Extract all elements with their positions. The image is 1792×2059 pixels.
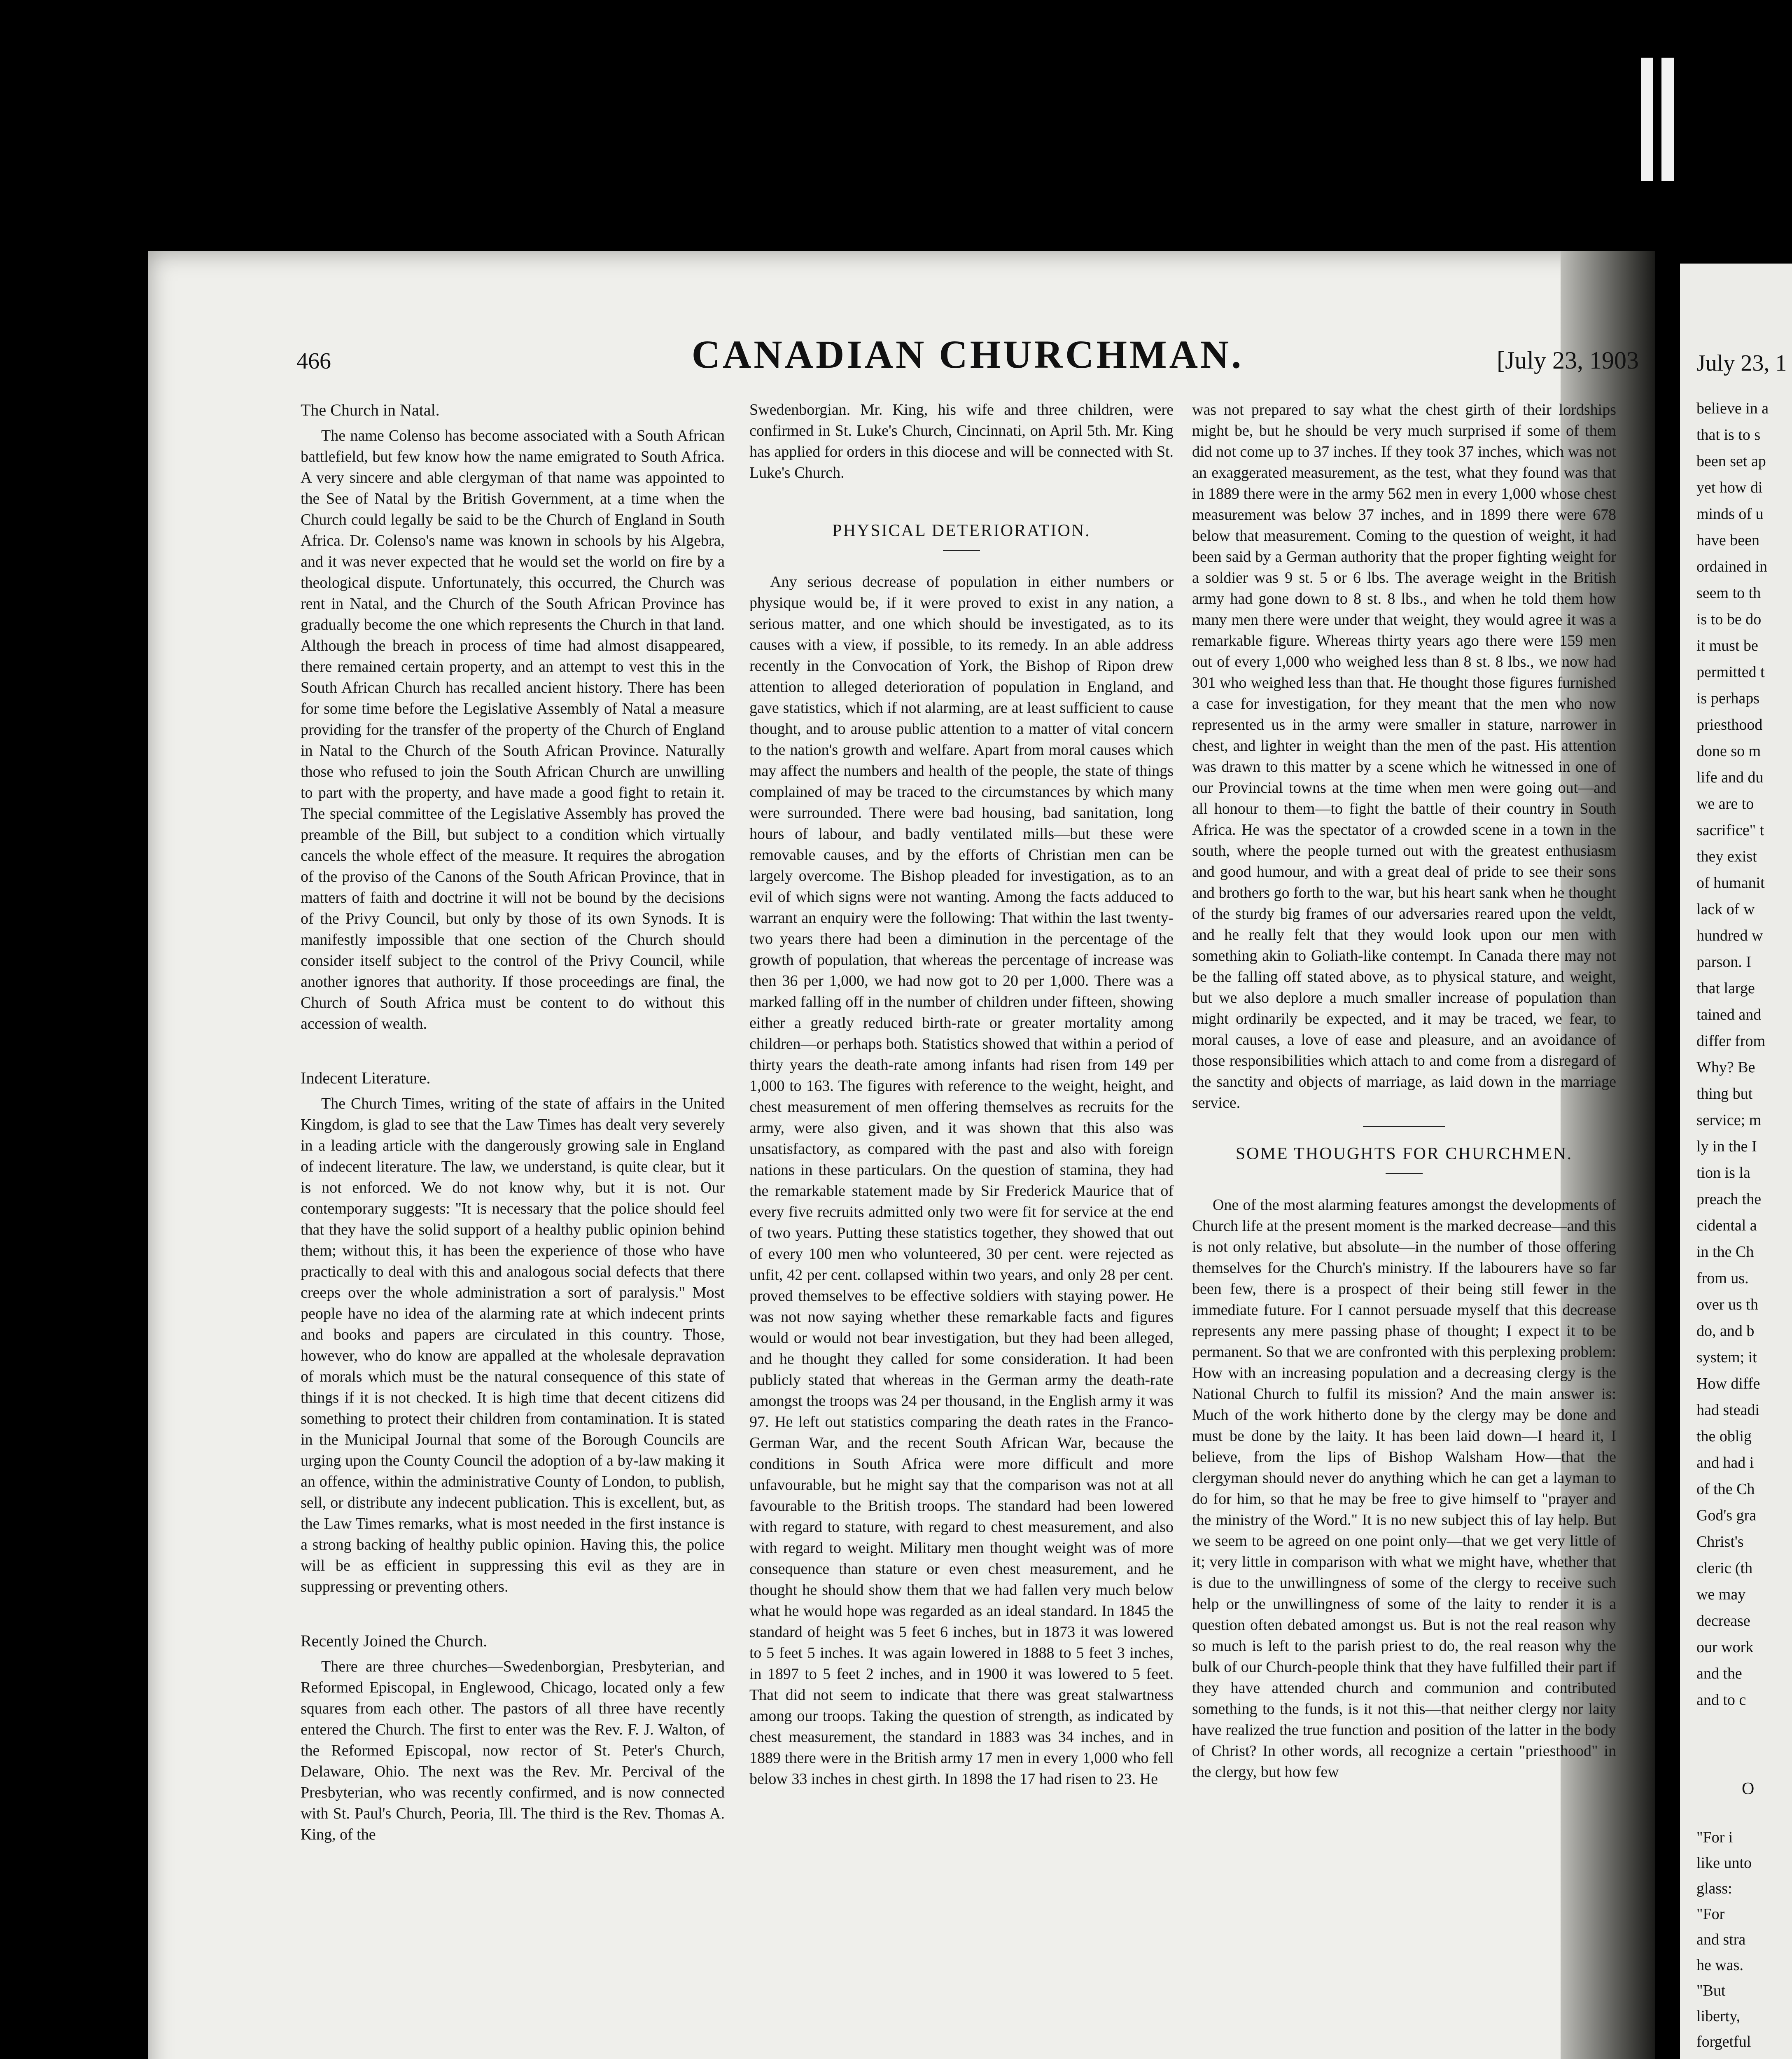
next-page-line: that is to s	[1696, 426, 1761, 444]
article-paragraph: There are three churches—Swedenborgian, Presbyterian, and Reformed Episcopal, in Englewood, Chicago, located only a few squares from each other. The pastors of all three have recently entered the Church. The first to enter was the Rev. F. J. Walton, of the Reformed Episcopal, now rector of St. Peter's Church, Delaware, Ohio. The next was the Rev. Mr. Percival of the Presbyterian, who was recently confirmed, and is now connected with St. Paul's Church, Peoria, Ill. The third is the Rev. Thomas A. King, of the	[301, 1658, 725, 1843]
next-page-line: the oblig	[1696, 1428, 1752, 1445]
issue-date: [July 23, 1903	[1497, 347, 1639, 374]
next-page-line: priesthood	[1696, 716, 1763, 733]
next-page-line: forgetful	[1696, 2033, 1751, 2050]
article-paragraph: Any serious decrease of population in either numbers or physique would be, if it were proved to exist in any nation, a serious matter, and one which should be investigated, as to its causes with a view, if possible, to its remedy. In an able address recently in the Convocation of York, the Bishop of Ripon drew attention to alleged deterioration of population in England, and gave statistics, which if not alarming, are at least sufficient to cause thought, and to arouse public attention to a matter of vital concern to the nation's growth and welfare. Apart from moral causes which may affect the numbers and health of the people, the state of things complained of may be traced to the circumstances by which many were surrounded. There were bad housing, bad sanitation, long hours of labour, and badly ventilated mills—but these were removable causes, and by the efforts of Christian men can be largely overcome. The Bishop pleaded for investigation, as to an evil of which signs were not wanting. Among the facts adduced to warrant an enquiry were the following: That within the last twenty-two years there had been a diminution in the percentage of the growth of population, that whereas the percentage of increase was then 36 per 1,000, we had now got to 20 per 1,000. There was a marked falling off in the number of children under fifteen, showing either a greatly reduced birth-rate or greater mortality among children—or perhaps both. Statistics showed that within a period of thirty years the death-rate among infants had risen from 149 per 1,000 to 163. The figures with reference to the weight, height, and chest measurement of men offering themselves as recruits for the army, were also given, and it was shown that this also was unsatisfactory, as compared with the past and also with foreign nations in these particulars. On the question of stamina, they had the remarkable statement made by Sir Frederick Maurice that of every five recruits admitted only two were fit for service at the end of two years. Putting these statistics together, they showed that out of every 100 men who volunteered, 30 per cent. were rejected as unfit, 42 per cent. collapsed within two years, and only 28 per cent. proved themselves to be effective soldiers with staying power. He was not now saying whether these remarkable facts and figures would or would not bear investigation, but they had been alleged, and he thought they called for some consideration. It had been publicly stated that whereas in the German army the death-rate amongst the troops was 24 per thousand, in the English army it was 97. He left out statistics comparing the death rates in the Franco-German War, and the recent South African War, because the conditions in South Africa were more difficult and more unfavourable, but he might say that the comparison was not at all favourable to the British troops. The standard had been lowered with regard to stature, with regard to chest measurement, and also with regard to weight. Military men thought weight was of more consequence than stature or even chest measurement, and he thought he should show them that we had fallen very much below what he would hope was regarded as an ideal standard. In 1845 the standard of height was 5 feet 6 inches, but in 1873 it was lowered to 5 feet 5 inches. It was again lowered in 1888 to 5 feet 3 inches, in 1897 to 5 feet 2 inches, and in 1900 it was lowered to 5 feet. That did not seem to indicate that there was great stalwartness among our troops. Taking the question of strength, as indicated by chest measurement, the standard in 1883 was 34 inches, and in 1889 there were in the British army 17 men in every 1,000 who fell below 33 inches in chest girth. In 1898 the 17 had risen to 23. He	[749, 573, 1174, 1788]
article-title: SOME THOUGHTS FOR CHURCHMEN.	[1235, 1144, 1573, 1163]
next-page-line: and stra	[1696, 1931, 1746, 1948]
next-page-line: of humanit	[1696, 874, 1765, 892]
newspaper-page	[148, 251, 1655, 2059]
next-page-line: like unto	[1696, 1854, 1752, 1872]
next-page-line: service; m	[1696, 1111, 1762, 1129]
article-paragraph: The name Colenso has become associated with a South African battlefield, but few know how the name emigrated to South Africa. A very sincere and able clergyman of that name was appointed to the See of Natal by the British Government, at a time when the Church could legally be said to be the Church of England in South Africa. Dr. Colenso's name was known in schools by his Algebra, and it was never expected that he would set the world on fire by a theological dispute. Unfortunately, this occurred, the Church was rent in Natal, and the Church of the South African Province has gradually become the one which represents the Church in that land. Although the breach in process of time had almost disappeared, there remained certain property, and an attempt to vest this in the South African Church has recalled ancient history. There has been for some time before the Legislative Assembly of Natal a measure providing for the transfer of the property of the Church of England in Natal to the Church of the South African Province. Naturally those who refused to join the South African Church are unwilling to part with the property, and have made a good fight to retain it. The special committee of the Legislative Assembly has proved the preamble of the Bill, but subject to a condition which virtually cancels the whole effect of the measure. It requires the abrogation of the proviso of the Canons of the South African Province, that in matters of faith and doctrine it will not be bound by the decisions of the Privy Council, but only by those of its own Synods. It is manifestly impossible that one section of the Church should consider itself subject to the control of the Privy Council, while another ignores that authority. If those proceedings are final, the Church of South Africa must be content to do without this accession of wealth.	[301, 427, 725, 1032]
next-page-line: tion is la	[1696, 1164, 1750, 1181]
next-page-line: God's gra	[1696, 1507, 1757, 1524]
section-divider	[1363, 1126, 1445, 1127]
next-page-line: liberty,	[1696, 2008, 1741, 2025]
film-mark-top-right	[1661, 58, 1674, 181]
continued-paragraph: was not prepared to say what the chest girth of their lordships might be, but he should be very much surprised if some of them did not come up to 37 inches. If they took 37 inches, which was not an exaggerated measurement, as the test, what they found was that in 1889 there were in the army 562 men in every 1,000 whose chest measurement was below 37 inches, and in 1899 there were 678 below that measurement. Coming to the question of weight, it had been said by a German authority that the proper fighting weight for a soldier was 9 st. 5 or 6 lbs. The average weight in the British army had gone down to 8 st. 8 lbs., and when he told them how many men there were under that weight, they would agree it was a remarkable figure. Whereas thirty years ago there were 159 men out of every 1,000 who weighed less than 8 st. 8 lbs., we now had 301 who weighed less than that. He thought those figures furnished a case for investigation, for they meant that the men who now represented us in the army were smaller in stature, narrower in chest, and lighter in weight than the men of the past. His attention was drawn to this matter by a scene which he witnessed in one of our Provincial towns at the time when men were going out—and all honour to them—to fight the battle of their country in South Africa. He was the spectator of a crowded scene in a town in the south, where the people turned out with the greatest enthusiasm and good humour, and with a great deal of pride to see their sons and brothers go forth to the war, but his heart sank when he thought of the sturdy big frames of our adversaries reared upon the veldt, and he really felt that they would look upon our men with something akin to Goliath-like contempt. In Canada there may not be the falling off stated above, as to physical stature, and weight, but we also deplore a much smaller increase of population than might ordinarily be expected, and it may be traced, we fear, to moral causes, a love of ease and pleasure, and an avoidance of those responsibilities which attach to and come from a disregard of the sanctity and objects of marriage, as laid down in the marriage service.	[1192, 401, 1616, 1111]
next-page-line: "For i	[1696, 1829, 1733, 1846]
next-page-line: Why? Be	[1696, 1059, 1755, 1076]
next-page-line: it must be	[1696, 637, 1758, 654]
section-title: Indecent Literature.	[301, 1069, 431, 1087]
next-page-line: cleric (th	[1696, 1559, 1753, 1577]
next-page-date: July 23, 1	[1696, 350, 1787, 376]
next-page-line: "For	[1696, 1905, 1725, 1923]
next-page-line: they exist	[1696, 848, 1757, 865]
next-page-line: preach the	[1696, 1191, 1762, 1208]
next-page-line: from us.	[1696, 1270, 1749, 1287]
next-page-line: seem to th	[1696, 584, 1761, 602]
next-page-line: hundred w	[1696, 927, 1763, 944]
next-page-line: life and du	[1696, 769, 1764, 786]
next-page-line: minds of u	[1696, 505, 1764, 523]
next-page-line: over us th	[1696, 1296, 1758, 1313]
next-page-line: differ from	[1696, 1032, 1766, 1050]
next-page-line: is perhaps	[1696, 690, 1760, 707]
next-page-line: permitted t	[1696, 663, 1765, 681]
masthead: CANADIAN CHURCHMAN.	[691, 332, 1244, 376]
next-page-line: been set ap	[1696, 453, 1766, 470]
next-page-line: is to be do	[1696, 611, 1762, 628]
next-page-line: lack of w	[1696, 901, 1755, 918]
next-page-line: we may	[1696, 1586, 1746, 1603]
next-page-line: ordained in	[1696, 558, 1768, 575]
next-page-line: tained and	[1696, 1006, 1762, 1023]
next-page-line: parson. I	[1696, 953, 1751, 971]
next-page-line: cidental a	[1696, 1217, 1757, 1234]
next-page-line: in the Ch	[1696, 1243, 1754, 1261]
next-page-line: system; it	[1696, 1349, 1757, 1366]
next-page-line: that large	[1696, 980, 1755, 997]
next-page-line: yet how di	[1696, 479, 1763, 496]
title-rule	[1386, 1173, 1423, 1174]
next-page-line: do, and b	[1696, 1322, 1755, 1340]
next-page-heading: O	[1742, 1779, 1755, 1798]
column-2	[749, 399, 1174, 1790]
next-page-line: and to c	[1696, 1691, 1746, 1709]
page-header	[296, 331, 1639, 393]
title-rule	[943, 550, 980, 551]
section-title: Recently Joined the Church.	[301, 1632, 488, 1650]
next-page-line: have been	[1696, 532, 1759, 549]
next-page-line: he was.	[1696, 1956, 1743, 1974]
next-page-line: "But	[1696, 1982, 1726, 1999]
next-page-line: and had i	[1696, 1454, 1754, 1471]
film-mark-top-left	[1641, 58, 1653, 181]
article-paragraph: One of the most alarming features amongst the developments of Church life at the present moment is the marked decrease—and this is not only relative, but absolute—in the number of those offering themselves for the Church's ministry. If the labourers have so far been few, there is a prospect of their being still fewer in the immediate future. For I cannot persuade myself that this decrease represents any mere passing phase of thought; I expect it to be permanent. So that we are confronted with this perplexing problem: How with an increasing population and a decreasing clergy is the National Church to fulfil its mission? And the main answer is: Much of the work hitherto done by the clergy may be done and must be done by the laity. It has been laid down—I heard it, I believe, from the lips of Bishop Walsham How—that the clergyman should never do anything which he can get a layman to do for him, so that he may be free to give himself to "prayer and the ministry of the Word." It is no new subject this of lay help. But we seem to be agreed on one point only—that we get very little of it; very little in comparison with what we might have, whether that is due to the unwillingness of some of the clergy to receive such help or the unwillingness of some of the laity to render it is a question often debated amongst us. But is not the real reason why so much is left to the parish priest to do, the real reason why the bulk of our Church-people think that they have fulfilled their part if they have attended church and communion and contributed something to the funds, is it not this—that neither clergy nor laity have realized the true function and position of the latter in the body of Christ? In other words, all recognize a certain "priesthood" in the clergy, but how few	[1192, 1196, 1616, 1781]
next-page-line: we are to	[1696, 795, 1754, 812]
next-page-line: glass:	[1696, 1880, 1732, 1897]
next-page-line: believe in a	[1696, 400, 1769, 417]
next-page-line: thing but	[1696, 1085, 1753, 1102]
next-page-edge	[1680, 264, 1792, 2059]
next-page-line: decrease	[1696, 1612, 1750, 1629]
next-page-line: had steadi	[1696, 1401, 1760, 1419]
next-page-line: done so m	[1696, 742, 1761, 760]
next-page-line: ly in the I	[1696, 1138, 1757, 1155]
next-page-line: of the Ch	[1696, 1480, 1755, 1498]
column-1	[301, 399, 725, 1845]
next-page-line: sacrifice" t	[1696, 822, 1764, 839]
next-page-line: and the	[1696, 1665, 1742, 1682]
column-3	[1192, 399, 1616, 1783]
continued-paragraph: Swedenborgian. Mr. King, his wife and three children, were confirmed in St. Luke's Church, Cincinnati, on April 5th. Mr. King has applied for orders in this diocese and will be connected with St. Luke's Church.	[749, 401, 1174, 481]
next-page-line: How diffe	[1696, 1375, 1760, 1392]
section-title: The Church in Natal.	[301, 401, 440, 419]
page-number: 466	[296, 348, 331, 374]
next-page-line: our work	[1696, 1639, 1754, 1656]
article-paragraph: The Church Times, writing of the state of affairs in the United Kingdom, is glad to see that the Law Times has dealt very severely in a leading article with the dangerously growing sale in England of indecent literature. The law, we understand, is quite clear, but it is not enforced. We do not know why, but it is not. Our contemporary suggests: "It is necessary that the police should feel that they have the solid support of a healthy public opinion behind them; without this, it has been the experience of those who have practically to deal with this and analogous social defects that there creeps over the whole administration a sort of paralysis." Most people have no idea of the alarming rate at which indecent prints and books and papers are circulated in this country. Those, however, who do know are appalled at the wholesale depravation of morals which must be the natural consequence of this state of things if it is not checked. It is high time that decent citizens did something to protect their children from contamination. It is stated in the Municipal Journal that some of the Borough Councils are urging upon the County Council the adoption of a by-law making it an offence, within the administrative County of London, to publish, sell, or distribute any indecent publication. This is excellent, but, as the Law Times remarks, what is most needed in the first instance is a strong backing of healthy public opinion. Having this, the police will be as efficient in suppressing this evil as they are in suppressing or preventing others.	[301, 1095, 725, 1595]
next-page-line: Christ's	[1696, 1533, 1744, 1550]
article-title: PHYSICAL DETERIORATION.	[832, 521, 1091, 540]
